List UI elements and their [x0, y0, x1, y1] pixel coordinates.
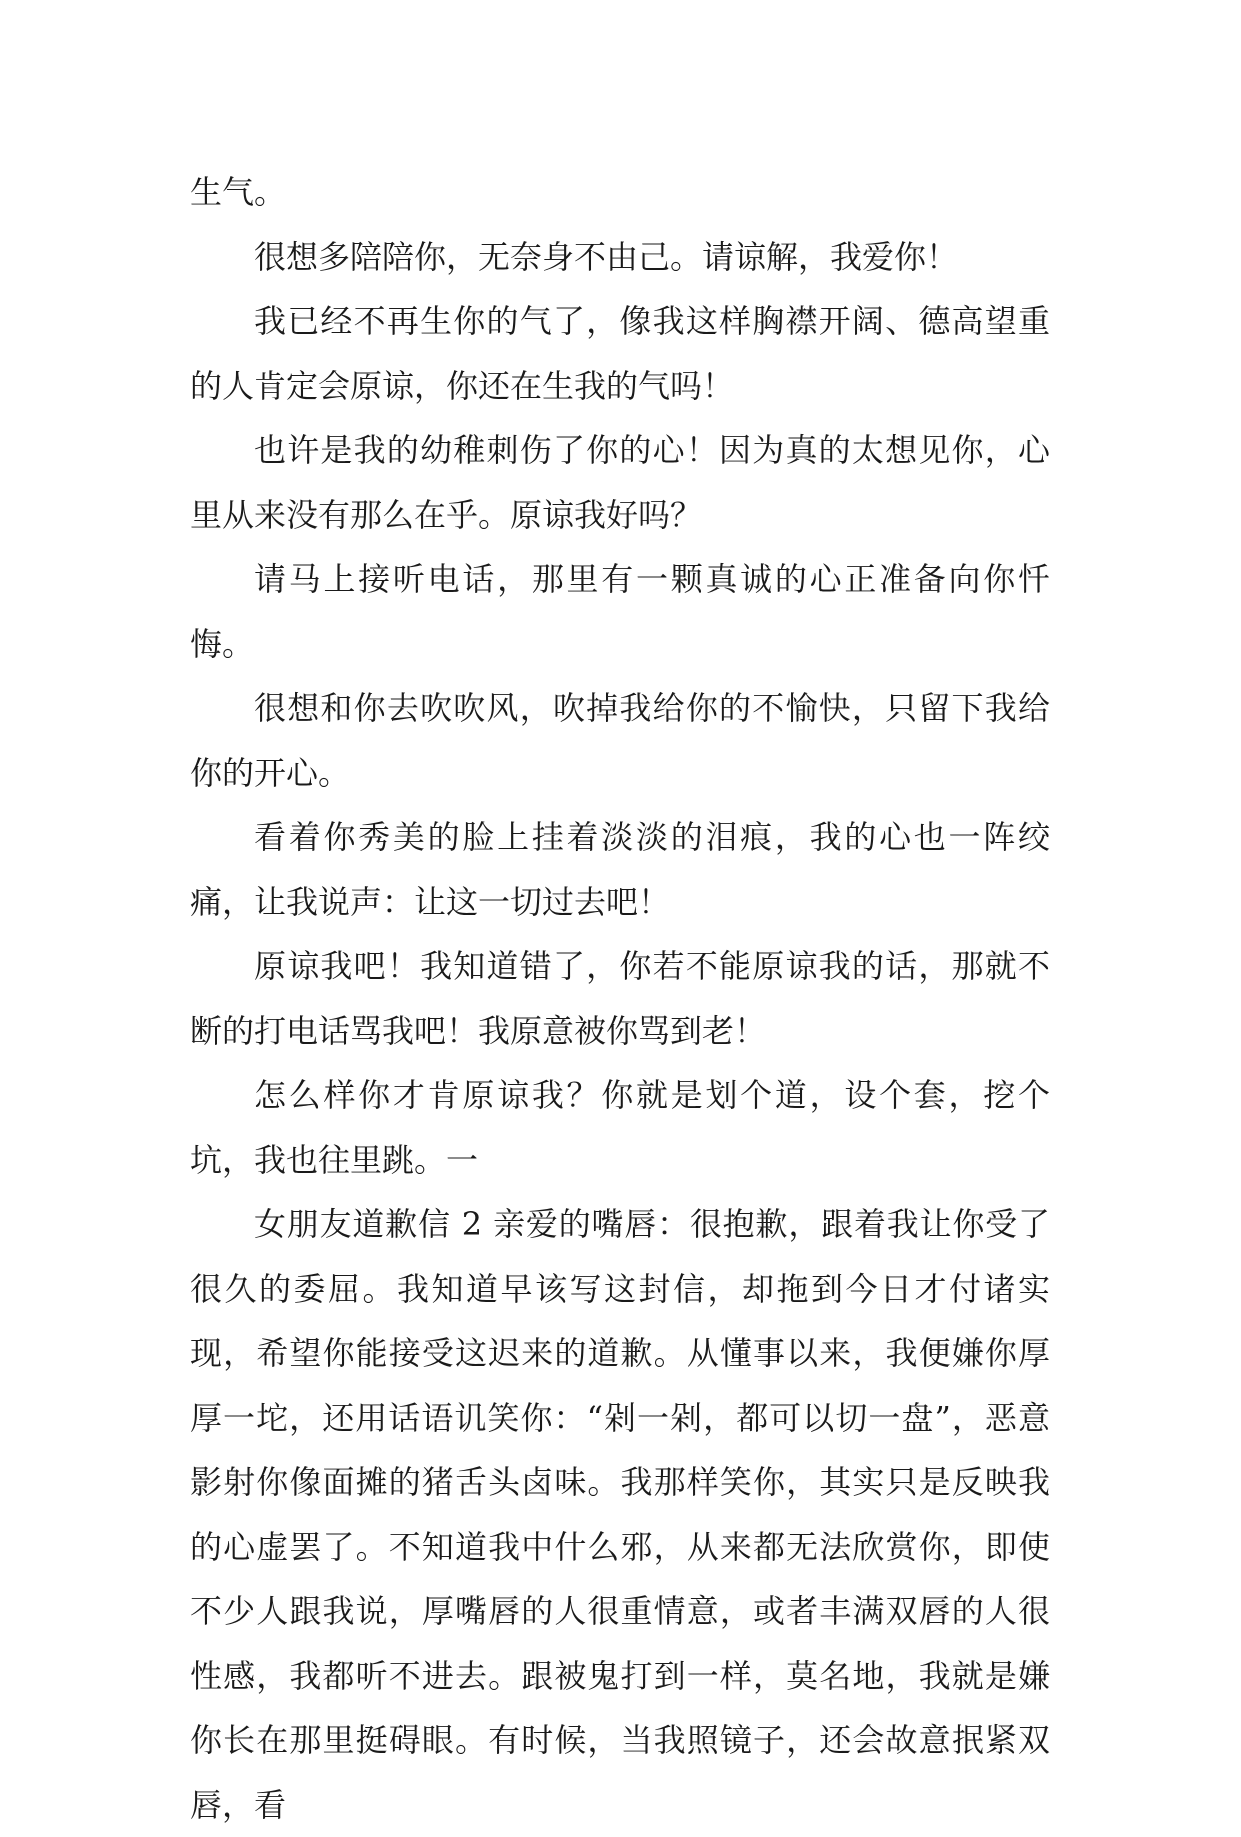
- paragraph: 很想和你去吹吹风，吹掉我给你的不愉快，只留下我给你的开心。: [190, 689, 1050, 792]
- document-body: [190, 160, 1050, 1837]
- paragraph: 看着你秀美的脸上挂着淡淡的泪痕，我的心也一阵绞痛，让我说声：让这一切过去吧！: [190, 818, 1050, 921]
- paragraph: 请马上接听电话，那里有一颗真诚的心正准备向你忏悔。: [190, 560, 1050, 663]
- paragraph: 女朋友道歉信 2 亲爱的嘴唇：很抱歉，跟着我让你受了很久的委屈。我知道早该写这封信，却拖到今日才付诸实现，希望你能接受这迟来的道歉。从懂事以来，我便嫌你厚厚一坨，还用话语讥笑你：“剁一剁，都可以切一盘”，恶意影射你像面摊的猪舌头卤味。我那样笑你，其实只是反映我的心虚罢了。不知道我中什么邪，从来都无法欣赏你，即使不少人跟我说，厚嘴唇的人很重情意，或者丰满双唇的人很性感，我都听不进去。跟被鬼打到一样，莫名地，我就是嫌你长在那里挺碍眼。有时候，当我照镜子，还会故意抿紧双唇，看: [190, 1205, 1050, 1824]
- paragraph: 也许是我的幼稚刺伤了你的心！因为真的太想见你，心里从来没有那么在乎。原谅我好吗？: [190, 431, 1050, 534]
- paragraph: 原谅我吧！我知道错了，你若不能原谅我的话，那就不断的打电话骂我吧！我原意被你骂到老！: [190, 947, 1050, 1050]
- paragraph: 很想多陪陪你，无奈身不由己。请谅解，我爱你！: [254, 237, 959, 276]
- paragraph: 怎么样你才肯原谅我？你就是划个道，设个套，挖个坑，我也往里跳。一: [190, 1076, 1050, 1179]
- paragraph: 我已经不再生你的气了，像我这样胸襟开阔、德高望重的人肯定会原谅，你还在生我的气吗！: [190, 302, 1050, 405]
- paragraph-continuation: 生气。: [190, 173, 287, 211]
